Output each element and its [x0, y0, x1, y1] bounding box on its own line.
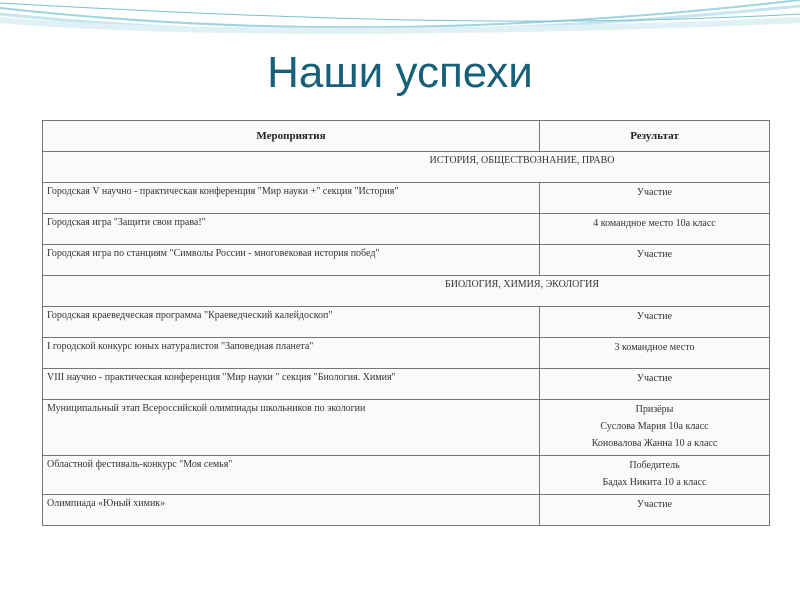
result-line: Участие [636, 373, 673, 384]
event-cell: Олимпиада «Юный химик» [43, 495, 540, 526]
slide-title: Наши успехи [267, 48, 533, 97]
result-line: Участие [636, 187, 673, 198]
event-cell: Городская игра "Защити свои права!" [43, 214, 540, 245]
section-label: БИОЛОГИЯ, ХИМИЯ, ЭКОЛОГИЯ [444, 279, 599, 290]
achievements-table [42, 120, 770, 526]
event-cell: Городская краеведческая программа "Краеведческий калейдоскоп" [43, 307, 540, 338]
table-row [43, 214, 770, 245]
result-cell [540, 400, 770, 456]
table-row [43, 400, 770, 456]
table-row [43, 183, 770, 214]
table-header-row [43, 121, 770, 152]
result-line: 4 командное место 10а класс [593, 218, 716, 229]
section-row [43, 276, 770, 307]
result-cell [540, 245, 770, 276]
event-cell: VIII научно - практическая конференция "Мир науки " секция "Биология. Химия" [43, 369, 540, 400]
header-result: Результат [540, 121, 770, 152]
table-row [43, 245, 770, 276]
result-line: Участие [636, 311, 673, 322]
table-row [43, 456, 770, 495]
event-cell: Городская игра по станциям "Символы России - многовековая история побед" [43, 245, 540, 276]
result-cell [540, 338, 770, 369]
result-line: Бадах Никита 10 а класс [602, 477, 707, 488]
result-cell [540, 307, 770, 338]
result-cell [540, 456, 770, 495]
result-line: Призёры [635, 404, 674, 415]
result-cell [540, 369, 770, 400]
section-cell [43, 276, 770, 307]
event-cell: Областной фестиваль-конкурс "Моя семья" [43, 456, 540, 495]
section-cell [43, 152, 770, 183]
result-cell [540, 214, 770, 245]
table-row [43, 369, 770, 400]
table-row [43, 307, 770, 338]
result-cell [540, 183, 770, 214]
result-cell [540, 495, 770, 526]
result-line: Участие [636, 499, 673, 510]
section-row [43, 152, 770, 183]
result-line: 3 командное место [614, 342, 695, 353]
result-line: Участие [636, 249, 673, 260]
table-row [43, 495, 770, 526]
event-cell: Муниципальный этап Всероссийской олимпиады школьников по экологии [43, 400, 540, 456]
section-label: ИСТОРИЯ, ОБЩЕСТВОЗНАНИЕ, ПРАВО [429, 155, 615, 166]
result-line: Коновалова Жанна 10 а класс [591, 438, 718, 449]
event-cell: I городской конкурс юных натуралистов "Заповедная планета" [43, 338, 540, 369]
header-events: Мероприятия [43, 121, 540, 152]
table-row [43, 338, 770, 369]
event-cell: Городская V научно - практическая конференция "Мир науки +" секция "История" [43, 183, 540, 214]
result-line: Победитель [629, 460, 680, 471]
result-line: Суслова Мария 10а класс [600, 421, 709, 432]
